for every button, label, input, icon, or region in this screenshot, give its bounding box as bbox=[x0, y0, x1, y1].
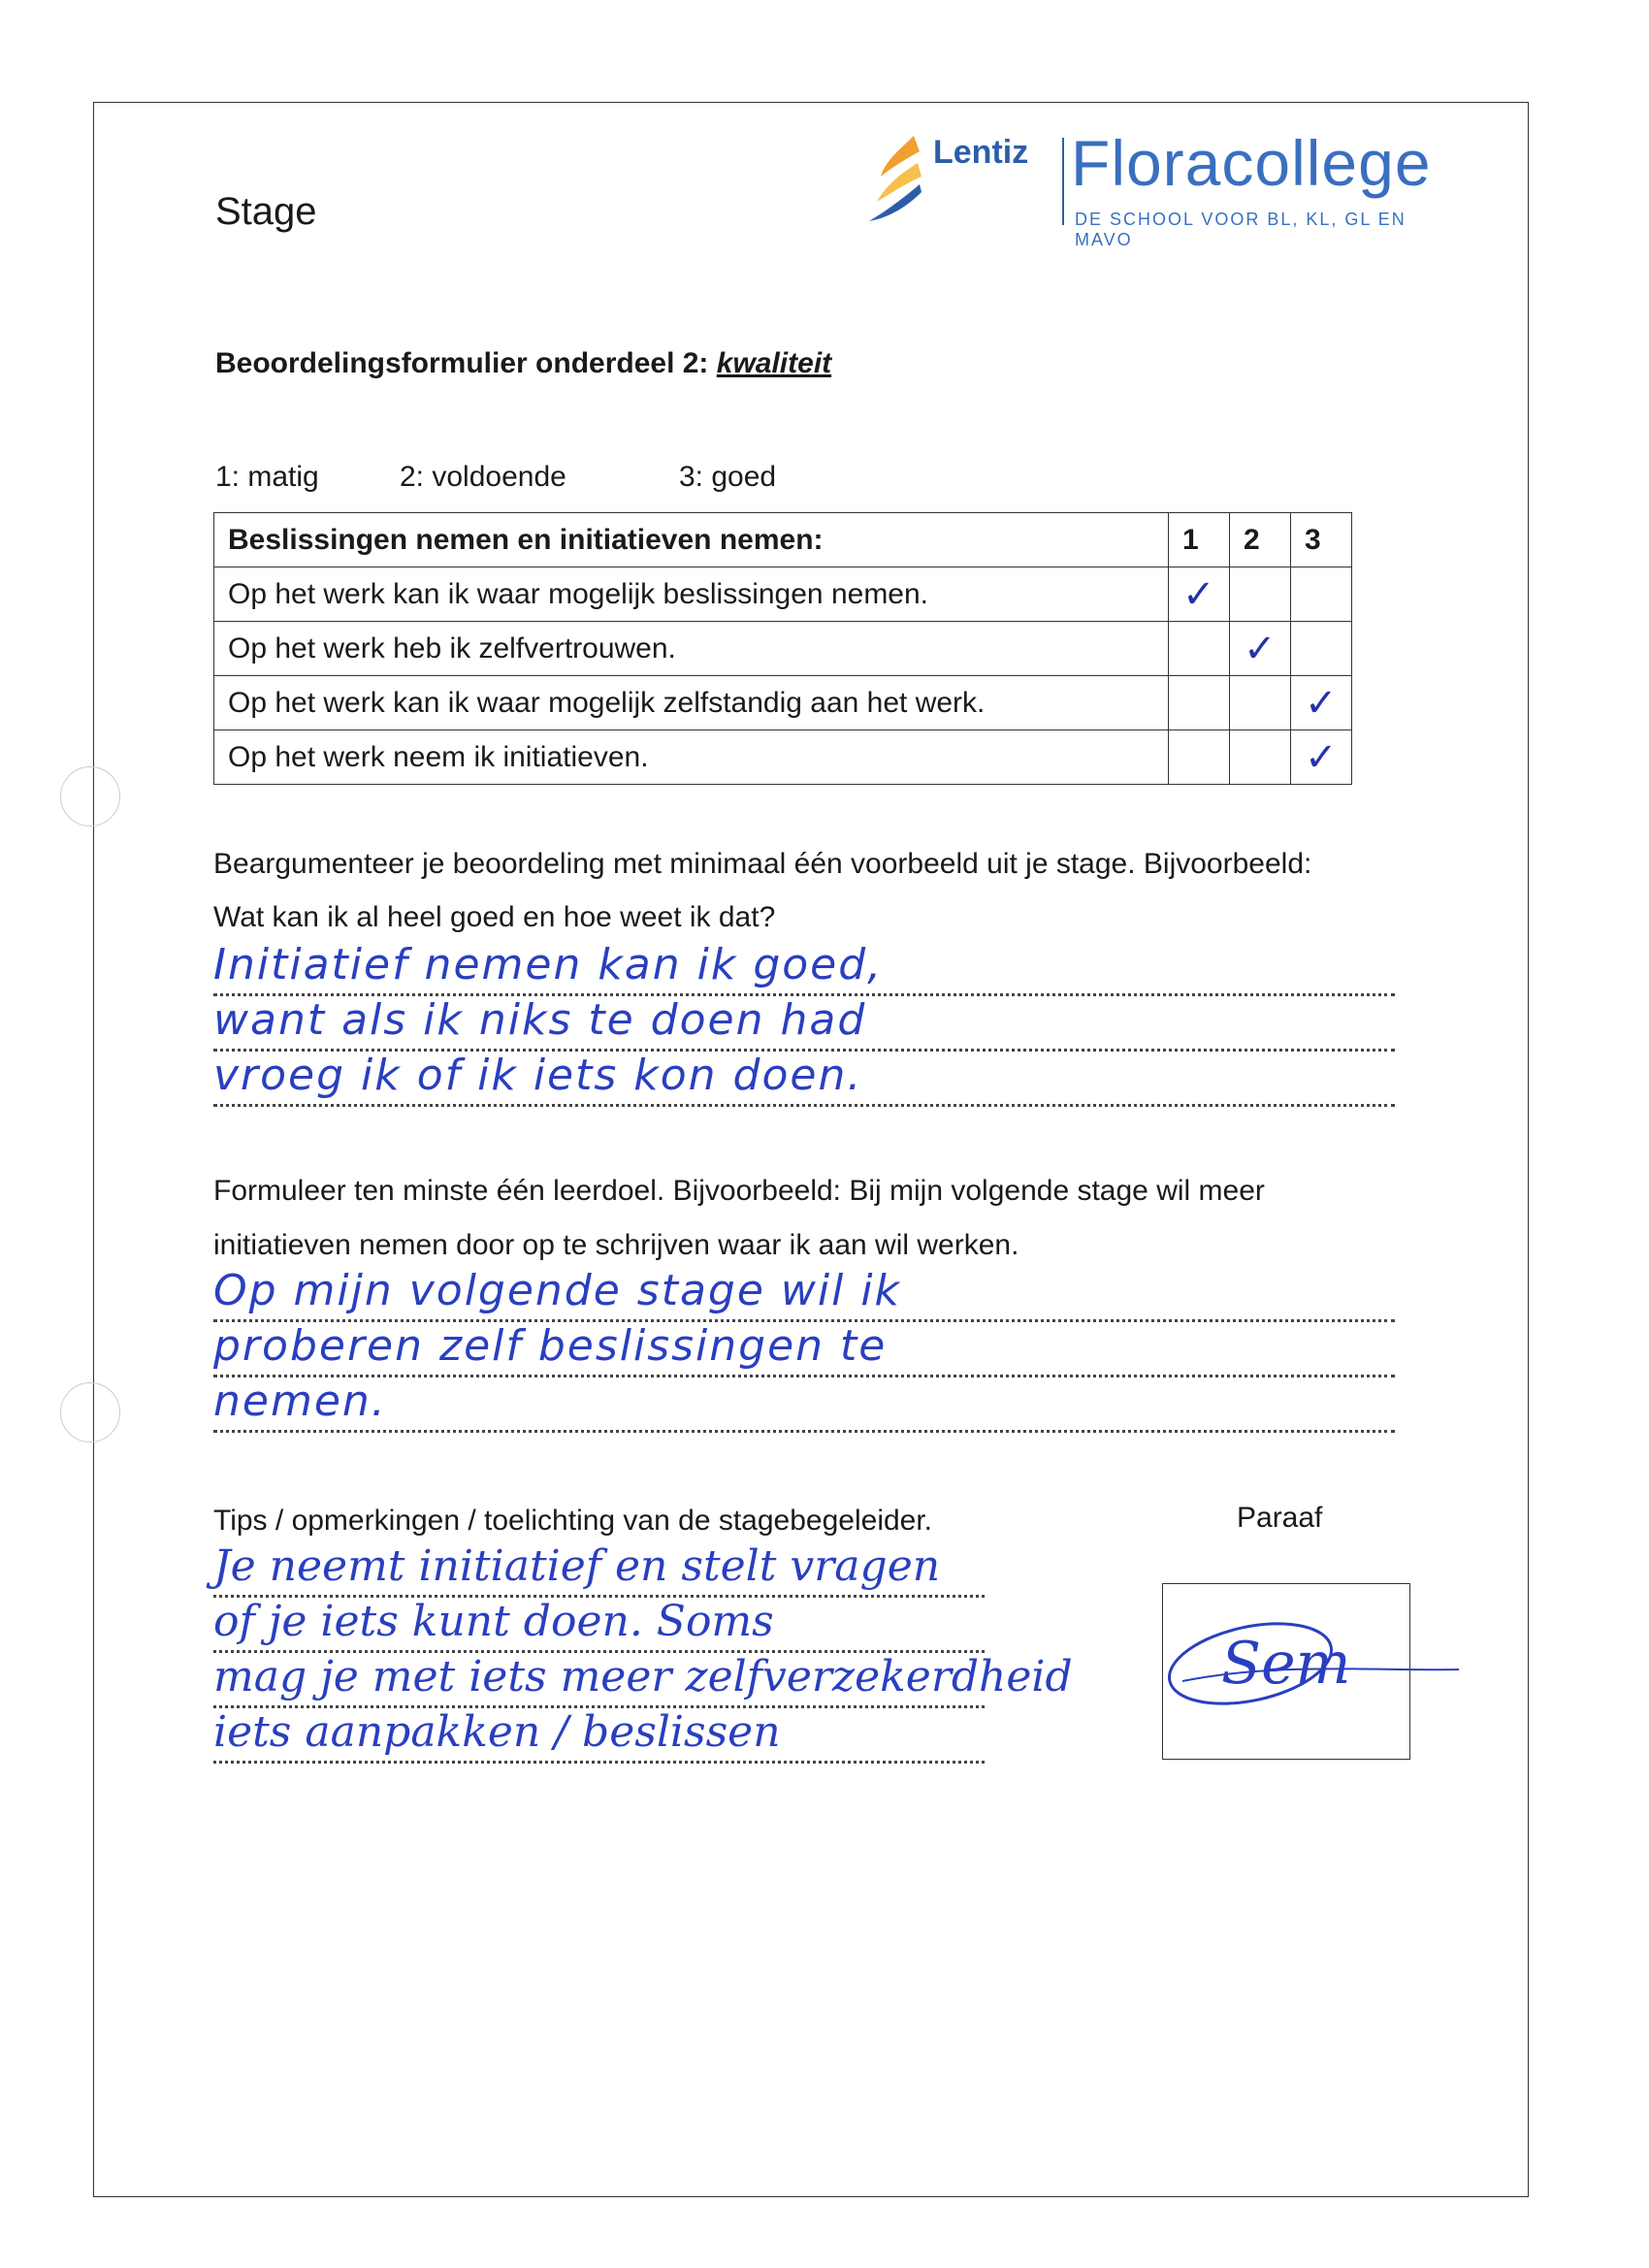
criterion-label: Op het werk heb ik zelfvertrouwen. bbox=[214, 622, 1169, 676]
score-cell[interactable]: ✓ bbox=[1230, 622, 1291, 676]
handwritten-answer: vroeg ik of ik iets kon doen. bbox=[213, 1051, 863, 1100]
section1-prompt-line1: Beargumenteer je beoordeling met minimaal één voorbeeld uit je stage. Bijvoorbeeld: bbox=[213, 848, 1312, 880]
table-row bbox=[214, 676, 1352, 730]
answer-line[interactable] bbox=[213, 1542, 985, 1598]
criterion-label: Op het werk neem ik initiatieven. bbox=[214, 730, 1169, 785]
scale-label-2: 2: voldoende bbox=[400, 461, 566, 493]
table-header-row bbox=[214, 513, 1352, 567]
answer-line[interactable] bbox=[213, 996, 1395, 1052]
answer-line[interactable] bbox=[213, 1377, 1395, 1433]
score-cell[interactable] bbox=[1169, 676, 1230, 730]
answer-line[interactable] bbox=[213, 941, 1395, 996]
answer-line[interactable] bbox=[213, 1708, 985, 1764]
handwritten-answer: want als ik niks te doen had bbox=[213, 995, 867, 1045]
page-frame bbox=[93, 102, 1529, 2197]
criteria-table bbox=[213, 512, 1352, 785]
score-cell[interactable] bbox=[1291, 567, 1352, 622]
logo-tagline: DE SCHOOL VOOR BL, KL, GL EN MAVO bbox=[1075, 210, 1406, 249]
table-row bbox=[214, 730, 1352, 785]
logo-school-name: Floracollege bbox=[1071, 127, 1432, 199]
answer-line[interactable] bbox=[213, 1267, 1395, 1322]
section3-prompt: Tips / opmerkingen / toelichting van de stagebegeleider. bbox=[213, 1505, 933, 1537]
score-cell[interactable] bbox=[1230, 730, 1291, 785]
table-row bbox=[214, 622, 1352, 676]
handwritten-answer: mag je met iets meer zelfverzekerdheid bbox=[213, 1652, 1073, 1701]
punch-hole-top bbox=[60, 766, 120, 826]
score-cell[interactable] bbox=[1169, 622, 1230, 676]
lentiz-leaf-icon bbox=[863, 128, 931, 225]
criterion-label: Op het werk kan ik waar mogelijk zelfstandig aan het werk. bbox=[214, 676, 1169, 730]
table-heading: Beslissingen nemen en initiatieven nemen: bbox=[214, 513, 1169, 567]
section1-prompt-line2: Wat kan ik al heel goed en hoe weet ik dat? bbox=[213, 901, 776, 933]
score-cell[interactable] bbox=[1230, 567, 1291, 622]
score-header-1: 1 bbox=[1169, 513, 1230, 567]
score-cell[interactable] bbox=[1291, 622, 1352, 676]
section2-prompt-line1: Formuleer ten minste één leerdoel. Bijvoorbeeld: Bij mijn volgende stage wil meer bbox=[213, 1175, 1265, 1207]
answer-line[interactable] bbox=[213, 1052, 1395, 1107]
score-cell[interactable]: ✓ bbox=[1169, 567, 1230, 622]
signature-box[interactable] bbox=[1162, 1583, 1410, 1760]
criterion-label: Op het werk kan ik waar mogelijk beslissingen nemen. bbox=[214, 567, 1169, 622]
signature bbox=[1163, 1604, 1473, 1720]
score-cell[interactable]: ✓ bbox=[1291, 676, 1352, 730]
answer-line[interactable] bbox=[213, 1652, 1073, 1708]
answer-line[interactable] bbox=[213, 1598, 985, 1653]
handwritten-answer: iets aanpakken / beslissen bbox=[213, 1707, 781, 1757]
table-row bbox=[214, 567, 1352, 622]
subtitle-emphasis: kwaliteit bbox=[716, 347, 832, 379]
score-cell[interactable] bbox=[1230, 676, 1291, 730]
handwritten-answer: Je neemt initiatief en stelt vragen bbox=[213, 1541, 941, 1591]
paraaf-label: Paraaf bbox=[1237, 1502, 1323, 1534]
handwritten-answer: Initiatief nemen kan ik goed, bbox=[213, 940, 884, 989]
punch-hole-bottom bbox=[60, 1382, 120, 1442]
answer-line[interactable] bbox=[213, 1322, 1395, 1377]
scale-label-1: 1: matig bbox=[215, 461, 319, 493]
section2-prompt-line2: initiatieven nemen door op te schrijven waar ik aan wil werken. bbox=[213, 1229, 1019, 1261]
form-subtitle bbox=[215, 347, 831, 380]
scale-label-3: 3: goed bbox=[679, 461, 777, 493]
handwritten-answer: proberen zelf beslissingen te bbox=[213, 1321, 888, 1371]
page-title: Stage bbox=[215, 190, 317, 233]
handwritten-answer: nemen. bbox=[213, 1377, 387, 1426]
logo-brand: Lentiz bbox=[933, 134, 1029, 171]
logo-divider bbox=[1062, 138, 1064, 225]
score-cell[interactable]: ✓ bbox=[1291, 730, 1352, 785]
score-header-2: 2 bbox=[1230, 513, 1291, 567]
signature-text: Sem bbox=[1221, 1630, 1351, 1698]
score-cell[interactable] bbox=[1169, 730, 1230, 785]
handwritten-answer: of je iets kunt doen. Soms bbox=[213, 1597, 774, 1646]
school-logo bbox=[863, 124, 1432, 249]
handwritten-answer: Op mijn volgende stage wil ik bbox=[213, 1266, 902, 1315]
subtitle-prefix: Beoordelingsformulier onderdeel 2: bbox=[215, 347, 717, 379]
score-header-3: 3 bbox=[1291, 513, 1352, 567]
